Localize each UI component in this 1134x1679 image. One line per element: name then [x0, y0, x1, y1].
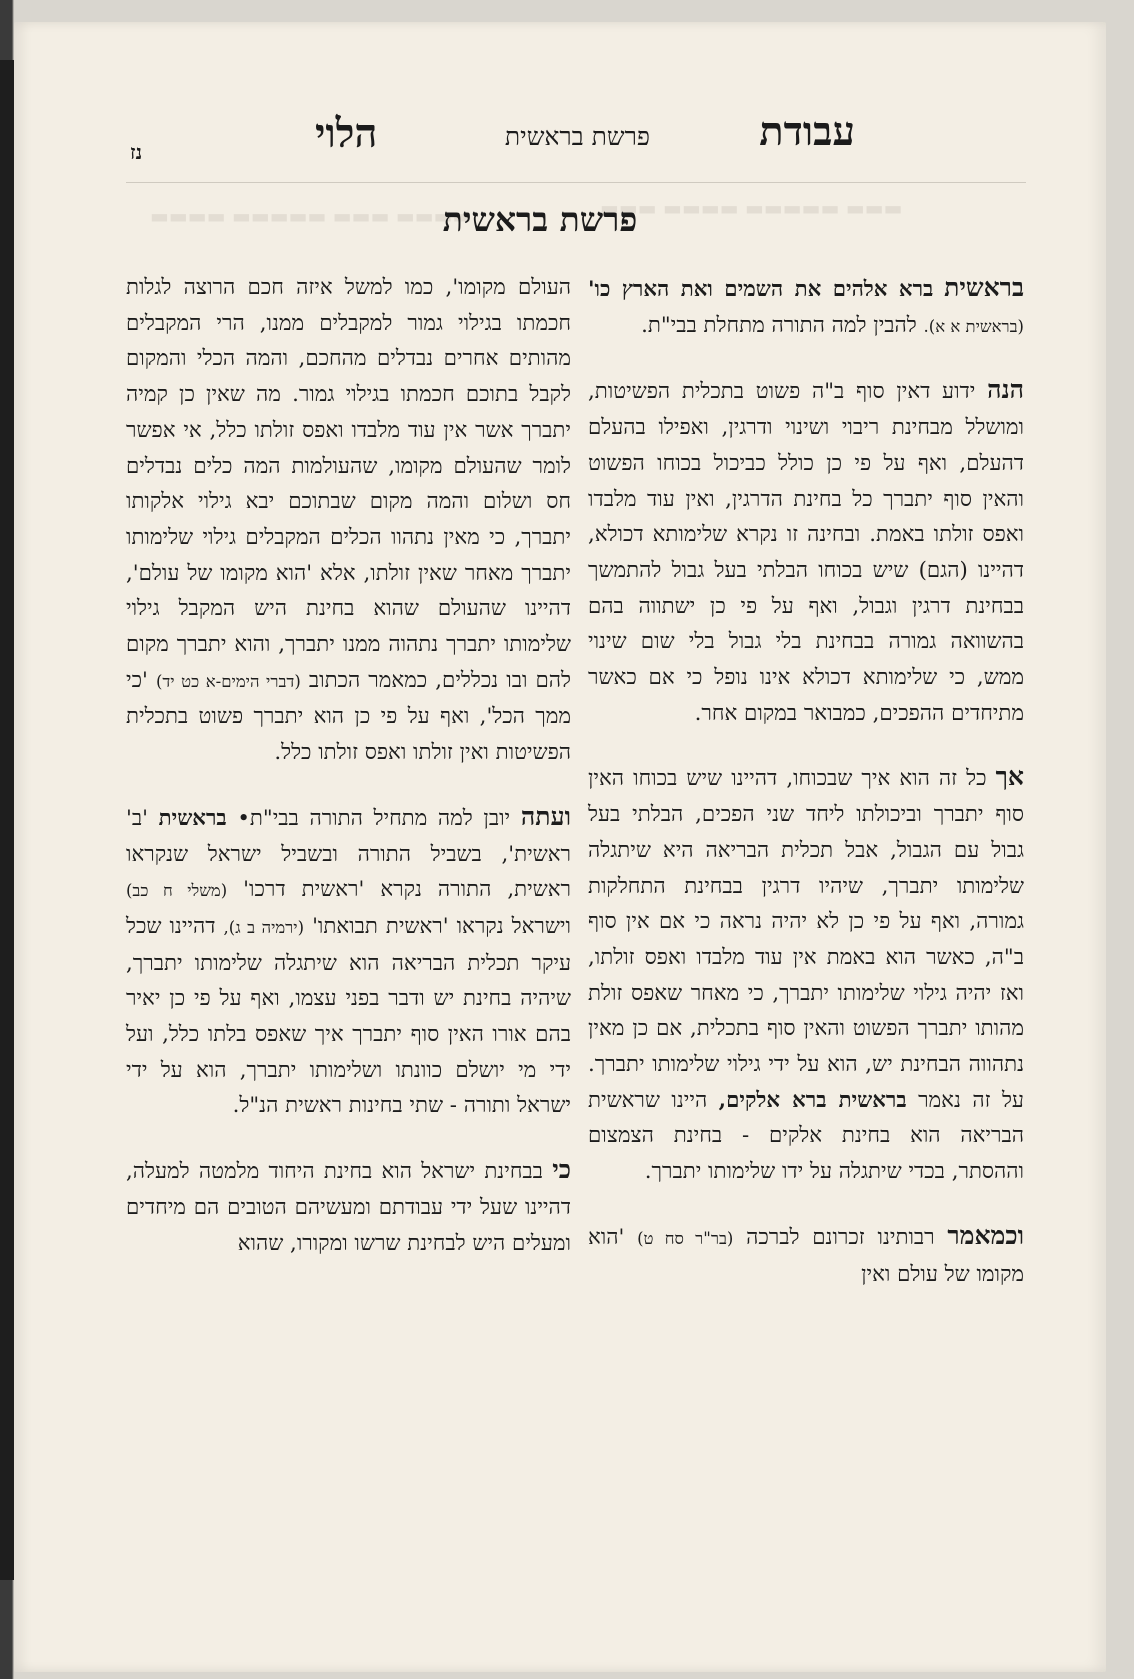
paragraph — [588, 270, 1024, 344]
paragraph-text: יובן למה מתחיל התורה בבי"ת• — [237, 805, 511, 831]
source-citation: (בראשית א א). — [923, 316, 1024, 336]
paragraph-text: העולם מקומו', כמו למשל איזה חכם הרוצה לגלות חכמתו בגילוי גמור למקבלים ממנו, הרי המקבלים מהותים אחרים נבדלים מהחכם, והמה הכלי והמקום לקבל בתוכם חכמתו בגילוי גמור. מה שאין כן קמיה יתברך אשר אין עוד מלבדו ואפס זולתו כלל, אי אפשר לומר שהעולם מקומו, שהעולמות המה כלים נבדלים חס ושלום והמה מקום שבתוכם יבא גילוי אלקותו יתברך, כי מאין נתהוו הכלים המקבלים גילוי שלימותו יתברך מאחר שאין זולתו, אלא 'הוא מקומו של עולם', דהיינו שהעולם שהוא בחינת היש המקבל גילוי שלימותו יתברך נתהוה ממנו יתברך, והוא יתברך מקום להם ובו נכללים, כמאמר הכתוב — [126, 275, 571, 693]
book-title-right: עבודת — [759, 108, 855, 155]
paragraph-text: דהיינו שכל עיקר תכלית הבריאה הוא שיתגלה שלימותו יתברך, שיהיה בחינת יש ודבר בפני עצמו, ואף על פי כן יאיר בהם אורו האין סוף יתברך איך שאפס בלתו כלל, ועל ידי מי יושלם כוונתו ושלימותו יתברך, הוא על ידי ישראל ותורה - שתי בחינות ראשית הנ"ל. — [126, 913, 571, 1119]
paragraph-lead-word: אך — [995, 762, 1024, 792]
paragraph — [588, 372, 1024, 731]
book-spine — [0, 60, 14, 1580]
verse-quote: ברא אלהים את השמים ואת הארץ כו' — [588, 277, 934, 302]
paragraph-text: 'ב' ראשית', בשביל התורה ובשביל ישראל שנקראו ראשית, התורה נקרא 'ראשית דרכו' — [126, 805, 571, 903]
paragraph-lead-word: בראשית — [944, 273, 1024, 302]
paragraph — [126, 1152, 571, 1261]
paragraph-lead-word: וכמאמר — [947, 1220, 1024, 1250]
paragraph-lead-word: הנה — [987, 375, 1024, 405]
paragraph-text: כל זה הוא איך שבכוחו, דהיינו שיש בכוחו האין סוף יתברך וביכולתו ליחד שני הפכים, הבלתי בעל גבול עם הגבול, אבל תכלית הבריאה היא שיתגלה שלימותו יתברך, שיהיו דרגין בבחינת התחלקות גמורה, ואף על פי כן לא יהיה נראה כי אם אין סוף ב"ה, כאשר הוא באמת אין עוד מלבדו ואפס זולתו, ואז יהיה גילוי שלימותו יתברך, כי מאחר שאפס זולת מהותו יתברך הפשוט והאין סוף בתכלית, אם כן מאין נתהווה הבחינת יש, הוא על ידי גילוי שלימותו יתברך. על זה נאמר — [588, 766, 1024, 1113]
show-through-texture: ▬▬▬ ▬▬▬▬▬ ▬▬▬▬ ▬▬▬ — [600, 196, 903, 220]
verse-quote: בראשית ברא אלקים, — [718, 1087, 907, 1113]
paragraph-text: 'כי ממך הכל', ואף על פי כן הוא יתברך פשוט בתכלית הפשיטות ואין זולתו ואפס זולתו כלל. — [126, 667, 571, 766]
source-citation: (דברי הימים-א כט יד) — [155, 671, 301, 691]
paragraph — [126, 799, 571, 1124]
show-through-texture: ▬▬▬▬ ▬▬▬ ▬▬▬▬▬ ▬▬▬▬ — [150, 204, 472, 228]
page-number: נז — [130, 140, 143, 164]
paragraph — [588, 1218, 1024, 1292]
verse-quote: בראשית — [158, 805, 227, 831]
left-column — [126, 270, 571, 1289]
running-head — [115, 108, 855, 168]
paragraph — [126, 270, 571, 771]
source-citation: (משלי ח כב) — [126, 881, 228, 901]
paragraph-text: וישראל נקראו 'ראשית תבואתו' — [312, 913, 571, 939]
paragraph-text: רבותינו זכרונם לברכה — [746, 1224, 935, 1250]
paragraph-text: היינו שראשית הבריאה הוא בחינת אלקים - בחינת הצמצום וההסתר, בכדי שיתגלה על ידו שלימותו יתברך. — [588, 1087, 1024, 1185]
paragraph-text: בבחינת ישראל הוא בחינת היחוד מלמטה למעלה, דהיינו שעל ידי עבודתם ומעשיהם הטובים הם מיחדים ומעלים היש לבחינת שרשו ומקורו, שהוא — [126, 1159, 571, 1256]
paragraph-lead-word: כי — [552, 1155, 571, 1185]
paragraph-lead-word: ועתה — [520, 801, 571, 831]
right-column — [588, 270, 1024, 1320]
source-citation: (ירמיה ב ג), — [223, 917, 305, 937]
section-title: פרשת בראשית — [442, 200, 638, 239]
paragraph-text: ידוע דאין סוף ב"ה פשוט בתכלית הפשיטות, ומושלל מבחינת ריבוי ושינוי ודרגין, ואפילו בהעלם דהעלם, ואף על פי כן כולל כביכול בכוחו הפשוט והאין סוף יתברך כל בחינת הדרגין, ואין עוד מלבדו ואפס זולתו באמת. ובחינה זו נקרא שלימותא דכולא, דהיינו (הגם) שיש בכוחו הבלתי בעל גבול להתמשך בבחינת דרגין וגבול, ואף על פי כן ישתווה בהם בהשוואה גמורה בבחינת בלי גבול בלי שום שינוי ממש, כי שלימותא דכולא אינו נופל כי אם כאשר מתיחדים ההפכים, כמבואר במקום אחר. — [588, 379, 1024, 726]
book-title-left: הלוי — [315, 110, 378, 157]
paragraph-text: להבין למה התורה מתחלת בבי"ת. — [641, 312, 917, 338]
parsha-name: פרשת בראשית — [504, 122, 650, 151]
header-divider — [126, 182, 1026, 183]
source-citation: (בר"ר סח ט) — [637, 1228, 734, 1248]
paragraph — [588, 759, 1024, 1189]
paragraph-text: 'הוא מקומו של עולם ואין — [588, 1224, 1024, 1287]
